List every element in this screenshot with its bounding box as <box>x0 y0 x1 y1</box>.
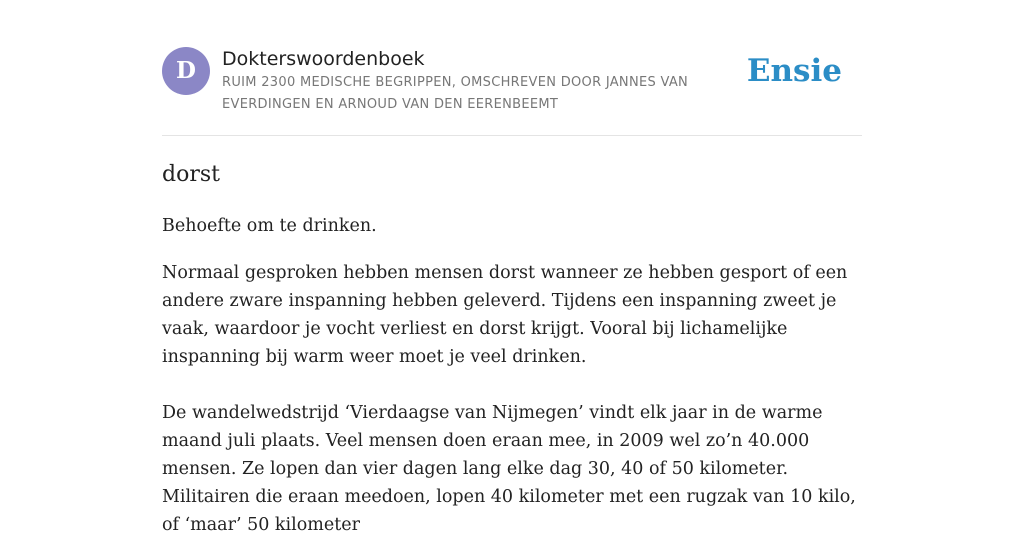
entry-paragraph: Normaal gesproken hebben mensen dorst wanneer ze hebben gesport of een andere zware inspanning hebben geleverd. Tijdens een inspanning zweet je vaak, waardoor je vocht verliest en dorst krijgt. Vooral bij lichamelijke inspanning bij warm weer moet je veel drinken. <box>162 263 848 367</box>
site-subtitle: RUIM 2300 MEDISCHE BEGRIPPEN, OMSCHREVEN DOOR JANNES VAN EVERDINGEN EN ARNOUD VAN DEN EERENBEEMT <box>222 75 689 112</box>
header-divider <box>162 135 862 136</box>
brand-logo[interactable]: Ensie <box>746 53 842 89</box>
entry-paragraph: De wandelwedstrijd ‘Vierdaagse van Nijmegen’ vindt elk jaar in de warme maand juli plaats. Veel mensen doen eraan mee, in 2009 wel zo’n 40.000 mensen. Ze lopen dan vier dagen lang elke dag 30, 40 of 50 kilometer. Militairen die eraan meedoen, lopen 40 kilometer met een rugzak van 10 kilo, of ‘maar’ 50 kilometer <box>162 403 856 535</box>
entry-content <box>162 212 862 558</box>
avatar[interactable]: D <box>162 47 210 95</box>
entry-definition: Behoefte om te drinken. <box>162 216 377 236</box>
site-title[interactable]: Dokterswoordenboek <box>222 48 425 70</box>
entry-term: dorst <box>162 162 220 187</box>
site-header <box>162 47 862 117</box>
